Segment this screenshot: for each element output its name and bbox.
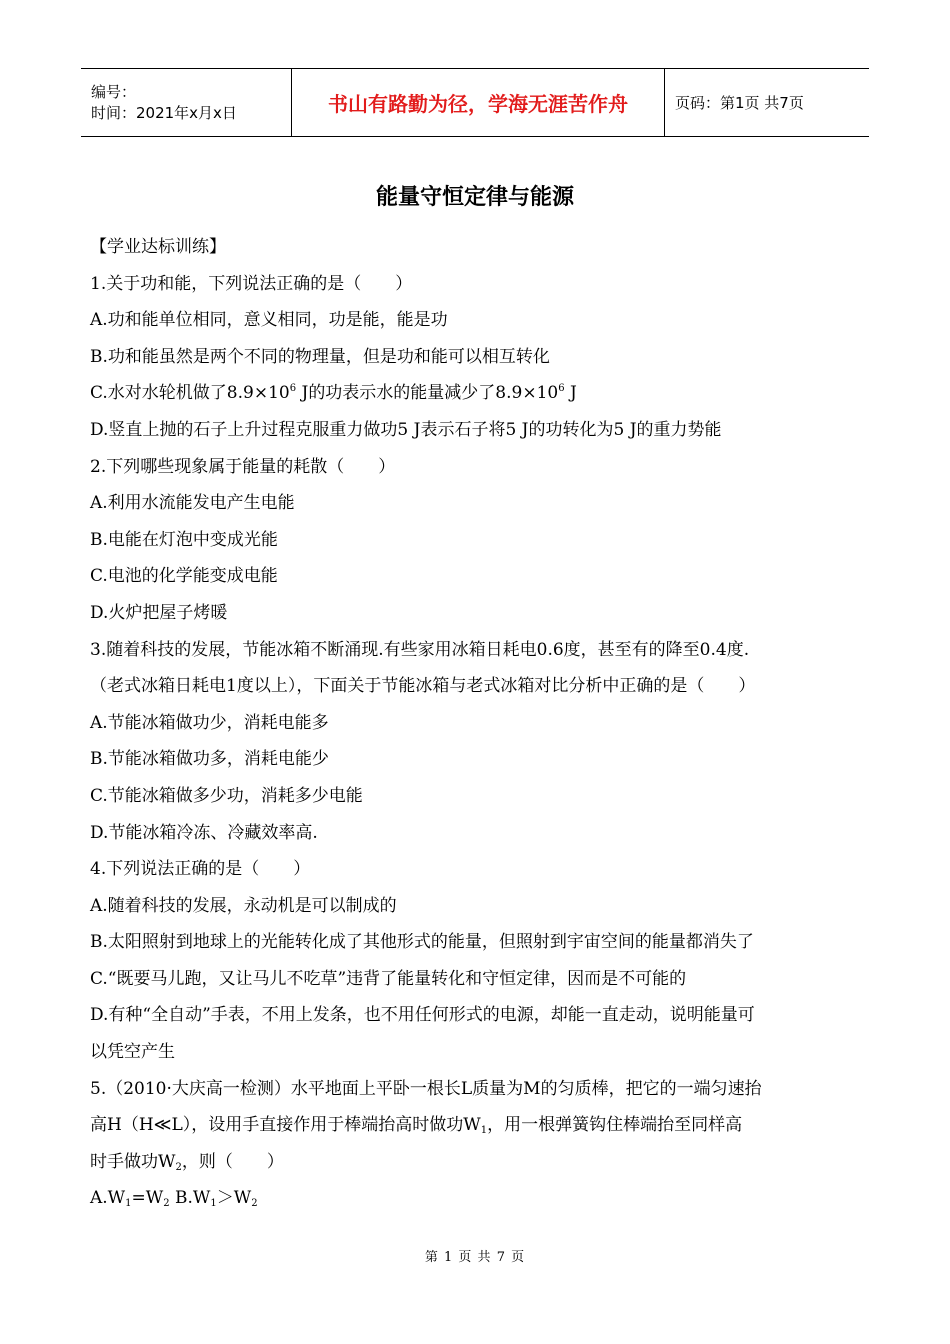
q5-a-sub-1: 1 bbox=[125, 1198, 132, 1210]
q1-option-a: A.功和能单位相同，意义相同，功是能，能是功 bbox=[90, 310, 448, 331]
q2-option-b: B.电能在灯泡中变成光能 bbox=[90, 529, 278, 550]
q5-b-sub-2: 2 bbox=[251, 1198, 258, 1210]
page-title: 能量守恒定律与能源 bbox=[375, 185, 574, 210]
q5-b-text-1: B.W bbox=[169, 1188, 211, 1209]
q2-option-d: D.火炉把屋子烤暖 bbox=[90, 602, 228, 623]
number-label: 编号： bbox=[91, 82, 137, 101]
header-left-cell bbox=[81, 69, 291, 136]
q5-b-text-2: ＞W bbox=[216, 1188, 252, 1209]
q1-option-d: D.竖直上抛的石子上升过程克服重力做功5 J表示石子将5 J的功转化为5 J的重力势能 bbox=[90, 419, 722, 440]
q1-option-c bbox=[90, 375, 860, 412]
q4-option-a: A.随着科技的发展，永动机是可以制成的 bbox=[90, 895, 397, 916]
date-label: 时间：2021年x月x日 bbox=[91, 103, 237, 122]
q3-stem-line-2: （老式冰箱日耗电1度以上），下面关于节能冰箱与老式冰箱对比分析中正确的是（ ） bbox=[90, 676, 756, 697]
q2-option-c: C.电池的化学能变成电能 bbox=[90, 566, 278, 587]
motto: 书山有路勤为径，学海无涯苦作舟 bbox=[328, 92, 628, 116]
q5-stem-line-3 bbox=[90, 1144, 860, 1181]
q5-line3-text-2: ，则（ ） bbox=[181, 1151, 284, 1172]
q5-line3-text-1: 时手做功W bbox=[90, 1151, 176, 1172]
q1-option-b: B.功和能虽然是两个不同的物理量，但是功和能可以相互转化 bbox=[90, 346, 550, 367]
q1-c-exponent-2: 6 bbox=[558, 383, 565, 395]
q3-option-a: A.节能冰箱做功少，消耗电能多 bbox=[90, 712, 329, 733]
q3-stem-line-1: 3.随着科技的发展，节能冰箱不断涌现.有些家用冰箱日耗电0.6度，甚至有的降至0.4度. bbox=[90, 639, 750, 660]
q3-option-b: B.节能冰箱做功多，消耗电能少 bbox=[90, 749, 329, 770]
q4-option-d-line-1: D.有种“全自动”手表，不用上发条，也不用任何形式的电源，却能一直走动，说明能量可 bbox=[90, 1005, 755, 1026]
q3-option-d: D.节能冰箱冷冻、冷藏效率高. bbox=[90, 822, 318, 843]
q5-options-ab bbox=[90, 1180, 860, 1217]
document-body bbox=[90, 229, 860, 1217]
q1-c-exponent-1: 6 bbox=[289, 383, 297, 395]
q4-option-b: B.太阳照射到地球上的光能转化成了其他形式的能量，但照射到宇宙空间的能量都消失了 bbox=[90, 932, 754, 953]
q1-stem: 1.关于功和能，下列说法正确的是（ ） bbox=[90, 273, 413, 294]
q5-subscript-2: 2 bbox=[175, 1161, 182, 1173]
q5-a-text-2: =W bbox=[131, 1188, 164, 1209]
q5-b-sub-1: 1 bbox=[210, 1198, 217, 1210]
q2-option-a: A.利用水流能发电产生电能 bbox=[90, 493, 295, 514]
q5-subscript-1: 1 bbox=[480, 1125, 488, 1137]
page-info: 页码：第1页 共7页 bbox=[675, 94, 804, 112]
q1-c-text-2: J的功表示水的能量减少了8.9×10 bbox=[296, 383, 559, 404]
q5-stem-line-2 bbox=[90, 1107, 860, 1144]
header-motto-cell bbox=[291, 69, 665, 136]
q3-option-c: C.节能冰箱做多少功，消耗多少电能 bbox=[90, 785, 363, 806]
q4-option-d-line-2: 以凭空产生 bbox=[90, 1042, 175, 1063]
q4-option-c: C.“既要马儿跑，又让马儿不吃草”违背了能量转化和守恒定律，因而是不可能的 bbox=[90, 968, 687, 989]
q5-line2-text-2: ，用一根弹簧钩住棒端抬至同样高 bbox=[487, 1115, 743, 1136]
header-right-cell bbox=[665, 69, 869, 136]
q2-stem: 2.下列哪些现象属于能量的耗散（ ） bbox=[90, 456, 396, 477]
q5-stem-line-1: 5.（2010·大庆高一检测）水平地面上平卧一根长L质量为M的匀质棒，把它的一端匀速抬 bbox=[90, 1078, 762, 1099]
q5-a-text-1: A.W bbox=[90, 1188, 126, 1209]
q4-stem: 4.下列说法正确的是（ ） bbox=[90, 859, 311, 880]
section-heading: 【学业达标训练】 bbox=[90, 237, 226, 257]
page-footer: 第 1 页 共 7 页 bbox=[424, 1250, 526, 1265]
q1-c-text-1: C.水对水轮机做了8.9×10 bbox=[90, 383, 290, 404]
q5-a-sub-2: 2 bbox=[163, 1198, 170, 1210]
q1-c-text-3: J bbox=[564, 383, 577, 404]
q5-line2-text-1: 高H（H≪L），设用手直接作用于棒端抬高时做功W bbox=[90, 1115, 481, 1136]
header-table bbox=[81, 68, 869, 137]
